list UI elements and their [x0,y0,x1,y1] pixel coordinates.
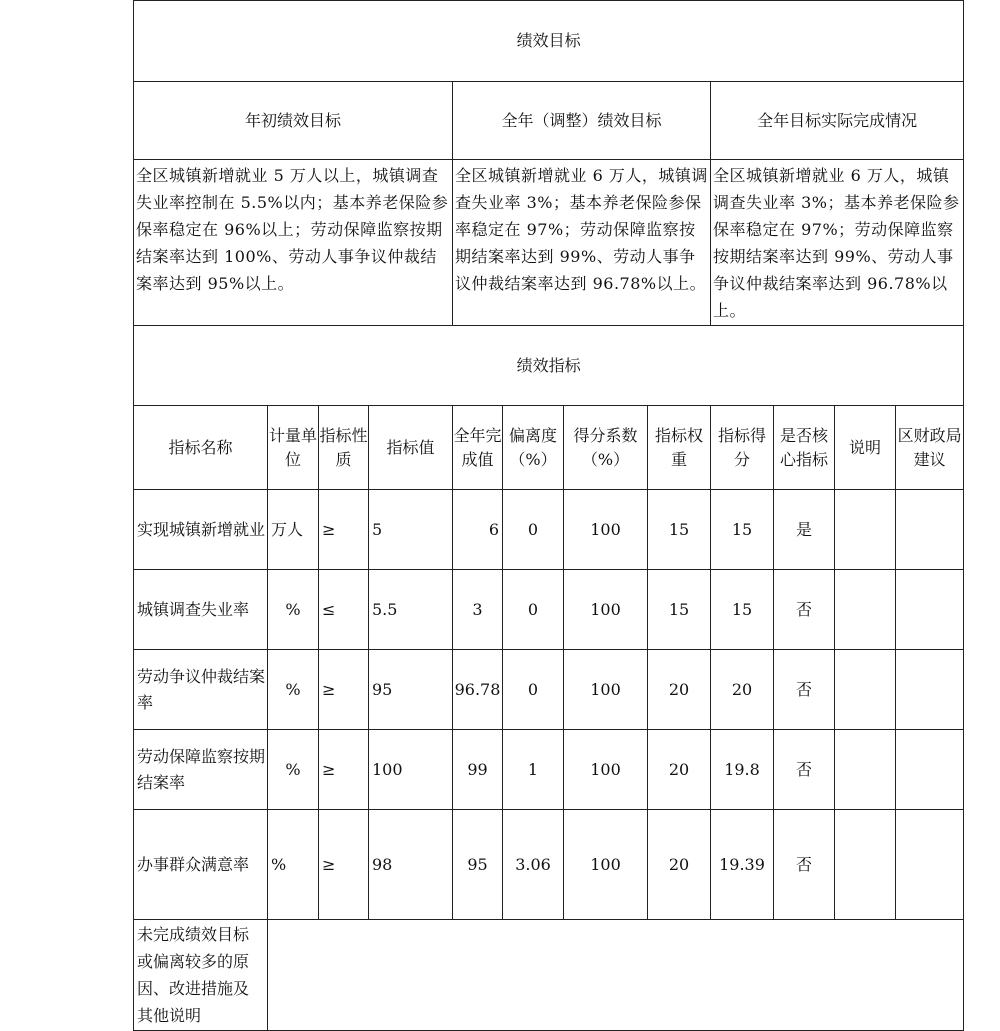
indicator-nature: ≥ [319,810,369,920]
indicator-coefficient: 100 [564,730,648,810]
indicator-suggestion [896,810,964,920]
col-header-coefficient: 得分系数（%） [564,406,648,490]
table-row [134,650,964,730]
indicator-score: 15 [711,490,774,570]
section-title-indicators: 绩效指标 [134,326,964,406]
indicator-deviation: 0 [503,570,564,650]
indicator-header-row [134,406,964,490]
indicator-note [835,650,896,730]
indicator-nature: ≥ [319,730,369,810]
indicator-deviation: 0 [503,650,564,730]
indicator-name: 城镇调查失业率 [134,570,268,650]
col-header-unit: 计量单位 [268,406,319,490]
indicator-note [835,490,896,570]
indicator-core: 否 [774,650,835,730]
indicator-coefficient: 100 [564,570,648,650]
col-header-name: 指标名称 [134,406,268,490]
col-header-deviation: 偏离度（%） [503,406,564,490]
indicator-coefficient: 100 [564,810,648,920]
indicator-deviation: 3.06 [503,810,564,920]
indicator-weight: 15 [648,490,711,570]
indicator-coefficient: 100 [564,650,648,730]
section-title-goals: 绩效目标 [134,1,964,82]
table-row [134,810,964,920]
performance-table [133,0,964,1031]
indicator-nature: ≥ [319,490,369,570]
col-header-note: 说明 [835,406,896,490]
indicator-completed: 96.78 [453,650,503,730]
col-header-suggestion: 区财政局建议 [896,406,964,490]
indicator-target: 5 [369,490,453,570]
indicator-completed: 6 [453,490,503,570]
indicator-unit: % [268,650,319,730]
table-row [134,730,964,810]
indicator-deviation: 0 [503,490,564,570]
col-header-target: 指标值 [369,406,453,490]
indicator-completed: 3 [453,570,503,650]
footer-value [268,920,964,1031]
col-header-nature: 指标性质 [319,406,369,490]
indicator-name: 劳动争议仲裁结案率 [134,650,268,730]
indicator-unit: 万人 [268,490,319,570]
indicator-core: 否 [774,730,835,810]
indicator-weight: 20 [648,730,711,810]
col-header-score: 指标得分 [711,406,774,490]
indicator-unit: % [268,810,319,920]
indicator-suggestion [896,650,964,730]
indicator-completed: 99 [453,730,503,810]
indicator-target: 98 [369,810,453,920]
indicator-unit: % [268,730,319,810]
indicator-note [835,810,896,920]
indicator-deviation: 1 [503,730,564,810]
header-actual-completion: 全年目标实际完成情况 [711,82,964,160]
indicator-core: 否 [774,810,835,920]
indicator-score: 20 [711,650,774,730]
col-header-core: 是否核心指标 [774,406,835,490]
indicator-weight: 20 [648,810,711,920]
indicator-name: 实现城镇新增就业 [134,490,268,570]
indicator-note [835,570,896,650]
indicator-nature: ≤ [319,570,369,650]
indicator-name: 办事群众满意率 [134,810,268,920]
table-row [134,490,964,570]
initial-goal-text: 全区城镇新增就业 5 万人以上，城镇调查失业率控制在 5.5%以内；基本养老保险参保率稳定在 96%以上；劳动保障监察按期结案率达到 100%、劳动人事争议仲裁结案率达到 95%以上。 [134,160,453,326]
indicator-note [835,730,896,810]
indicator-coefficient: 100 [564,490,648,570]
indicator-completed: 95 [453,810,503,920]
indicator-target: 95 [369,650,453,730]
indicator-suggestion [896,730,964,810]
header-initial-goal: 年初绩效目标 [134,82,453,160]
col-header-weight: 指标权重 [648,406,711,490]
indicator-weight: 20 [648,650,711,730]
actual-completion-text: 全区城镇新增就业 6 万人，城镇调查失业率 3%；基本养老保险参保率稳定在 97%；劳动保障监察按期结案率达到 99%、劳动人事争议仲裁结案率达到 96.78%以上。 [711,160,964,326]
indicator-core: 否 [774,570,835,650]
indicator-core: 是 [774,490,835,570]
indicator-unit: % [268,570,319,650]
indicator-name: 劳动保障监察按期结案率 [134,730,268,810]
header-adjusted-goal: 全年（调整）绩效目标 [453,82,711,160]
table-row [134,570,964,650]
indicator-score: 19.8 [711,730,774,810]
col-header-completed: 全年完成值 [453,406,503,490]
indicator-target: 5.5 [369,570,453,650]
footer-label: 未完成绩效目标或偏离较多的原因、改进措施及其他说明 [134,920,268,1031]
indicator-score: 15 [711,570,774,650]
indicator-target: 100 [369,730,453,810]
indicator-weight: 15 [648,570,711,650]
adjusted-goal-text: 全区城镇新增就业 6 万人，城镇调查失业率 3%；基本养老保险参保率稳定在 97%；劳动保障监察按期结案率达到 99%、劳动人事争议仲裁结案率达到 96.78%以上。 [453,160,711,326]
indicator-suggestion [896,570,964,650]
indicator-suggestion [896,490,964,570]
indicator-nature: ≥ [319,650,369,730]
indicator-score: 19.39 [711,810,774,920]
